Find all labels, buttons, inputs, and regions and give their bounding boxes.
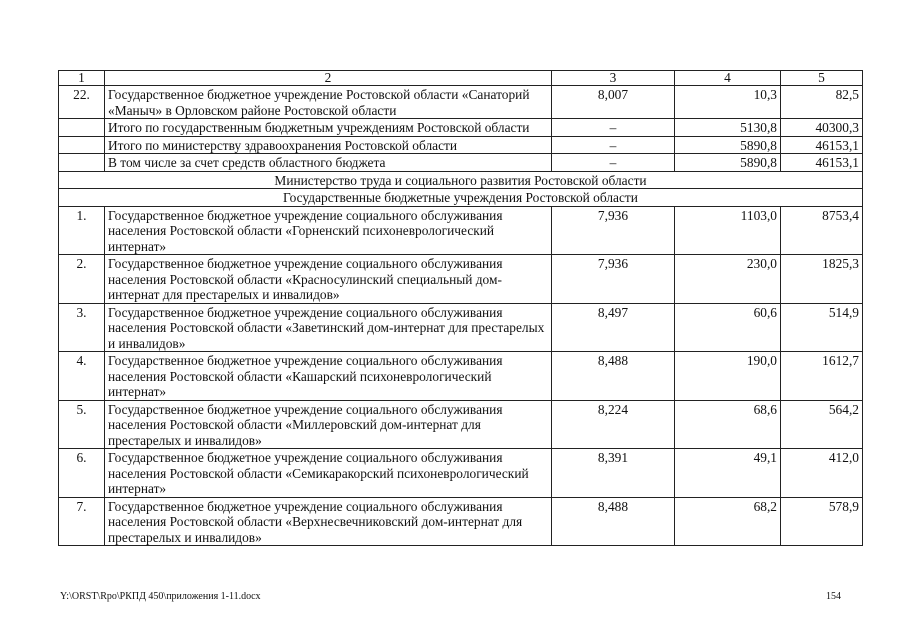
section-row-ministry [59,171,863,189]
table-row [59,136,863,154]
row-number: 2. [59,255,105,304]
row-col3: 7,936 [552,255,675,304]
table-row [59,206,863,255]
row-col4: 68,6 [675,400,781,449]
table-row [59,154,863,172]
section-title-institutions: Государственные бюджетные учреждения Ростовской области [59,189,863,207]
section-title-ministry: Министерство труда и социального развития Ростовской области [59,171,863,189]
header-cell-3: 3 [552,71,675,86]
header-cell-5: 5 [781,71,863,86]
row-name: Государственное бюджетное учреждение социального обслуживания населения Ростовской области «Заветинский дом-интернат для престарелых и инвалидов» [105,303,552,352]
row-col5: 8753,4 [781,206,863,255]
table-row [59,119,863,137]
row-col4: 5890,8 [675,154,781,172]
row-col5: 1612,7 [781,352,863,401]
row-col5: 1825,3 [781,255,863,304]
row-number: 6. [59,449,105,498]
row-col5: 46153,1 [781,154,863,172]
table-row [59,255,863,304]
table-row [59,303,863,352]
row-name: Государственное бюджетное учреждение социального обслуживания населения Ростовской области «Кашарский психоневрологический интернат» [105,352,552,401]
row-col3: 8,224 [552,400,675,449]
header-cell-1: 1 [59,71,105,86]
row-col5: 578,9 [781,497,863,546]
row-col3: 7,936 [552,206,675,255]
row-name: В том числе за счет средств областного бюджета [105,154,552,172]
row-name: Государственное бюджетное учреждение социального обслуживания населения Ростовской области «Горненский психоневрологический интернат» [105,206,552,255]
row-col3: 8,488 [552,352,675,401]
row-name: Итого по министерству здравоохранения Ростовской области [105,136,552,154]
row-col4: 49,1 [675,449,781,498]
header-cell-2: 2 [105,71,552,86]
section-row-institutions [59,189,863,207]
row-col3: – [552,119,675,137]
row-col5: 564,2 [781,400,863,449]
row-name: Государственное бюджетное учреждение социального обслуживания населения Ростовской области «Миллеровский дом-интернат для престарелых и инвалидов» [105,400,552,449]
row-name: Итого по государственным бюджетным учреждениям Ростовской области [105,119,552,137]
header-row [59,71,863,86]
row-number: 5. [59,400,105,449]
row-col3: – [552,136,675,154]
row-col4: 68,2 [675,497,781,546]
row-col4: 60,6 [675,303,781,352]
footer-file-path: Y:\ORST\Rpo\РКПД 450\приложения 1-11.docx [60,591,261,602]
row-col4: 10,3 [675,86,781,119]
row-col4: 5890,8 [675,136,781,154]
row-col5: 82,5 [781,86,863,119]
row-col3: 8,391 [552,449,675,498]
table-row [59,86,863,119]
row-name: Государственное бюджетное учреждение социального обслуживания населения Ростовской области «Красносулинский специальный дом-интернат для престарелых и инвалидов» [105,255,552,304]
row-col4: 5130,8 [675,119,781,137]
row-col4: 230,0 [675,255,781,304]
row-col4: 1103,0 [675,206,781,255]
row-name: Государственное бюджетное учреждение социального обслуживания населения Ростовской области «Верхнесвечниковский дом-интернат для престарелых и инвалидов» [105,497,552,546]
footer-page-number: 154 [826,591,841,602]
row-col4: 190,0 [675,352,781,401]
row-col5: 514,9 [781,303,863,352]
row-col3: 8,488 [552,497,675,546]
header-cell-4: 4 [675,71,781,86]
row-col3: – [552,154,675,172]
row-number [59,119,105,137]
table-row [59,449,863,498]
row-number [59,154,105,172]
row-col5: 46153,1 [781,136,863,154]
table-row [59,352,863,401]
row-number [59,136,105,154]
table-row [59,400,863,449]
row-col5: 40300,3 [781,119,863,137]
data-table [58,70,863,546]
row-name: Государственное бюджетное учреждение Ростовской области «Санаторий «Маныч» в Орловском районе Ростовской области [105,86,552,119]
row-number: 3. [59,303,105,352]
row-col5: 412,0 [781,449,863,498]
row-number: 7. [59,497,105,546]
row-number: 22. [59,86,105,119]
row-number: 4. [59,352,105,401]
row-col3: 8,007 [552,86,675,119]
row-number: 1. [59,206,105,255]
row-col3: 8,497 [552,303,675,352]
table-row [59,497,863,546]
row-name: Государственное бюджетное учреждение социального обслуживания населения Ростовской области «Семикаракорский психоневрологический интернат» [105,449,552,498]
